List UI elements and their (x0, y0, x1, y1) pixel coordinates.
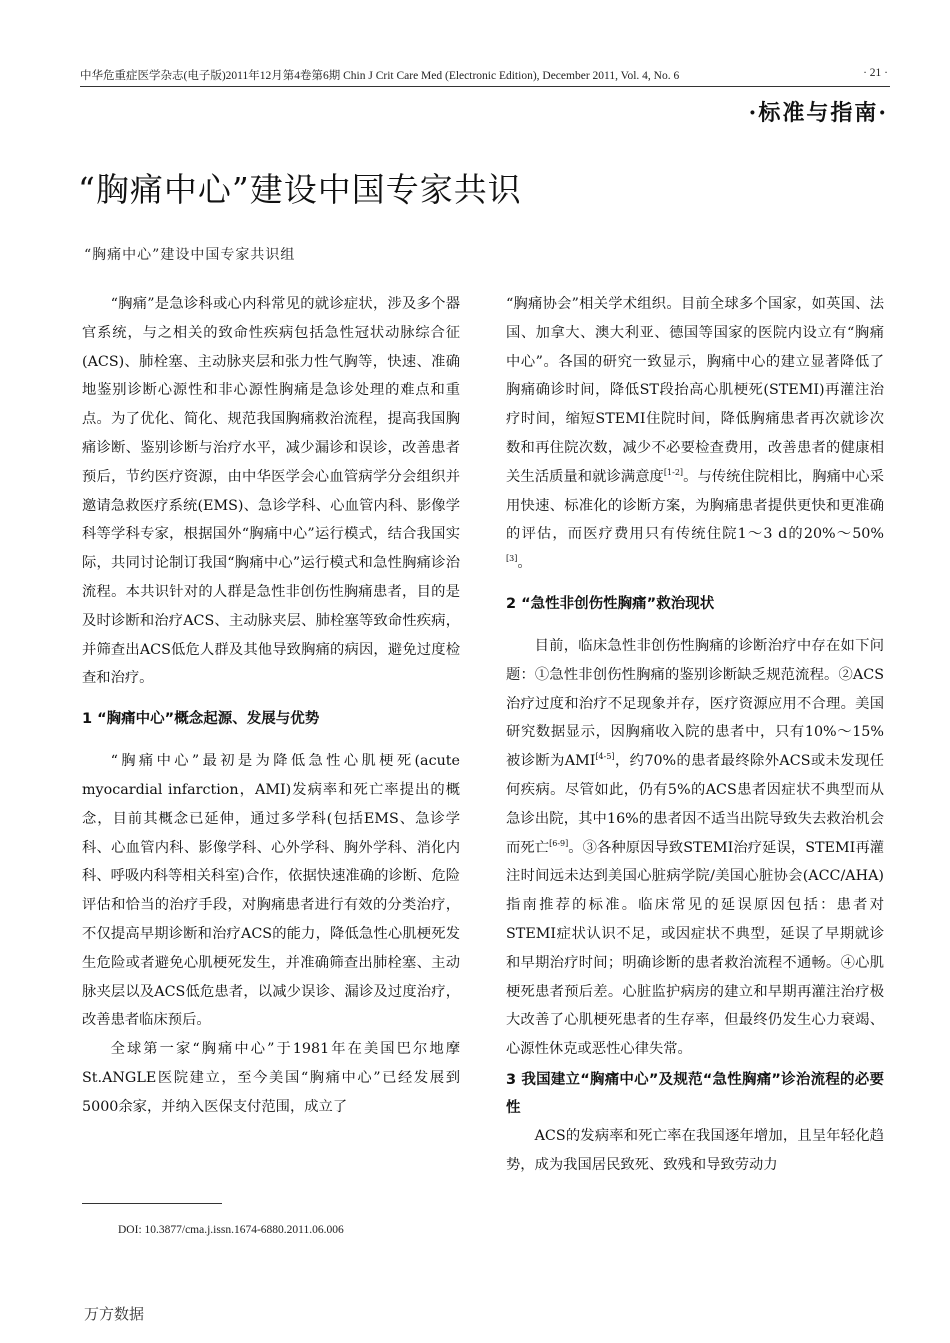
watermark: 万方数据 (84, 1305, 145, 1323)
footnote-divider (82, 1203, 222, 1204)
continued-text-end: 。 (517, 555, 532, 572)
citation-4-5: [4-5] (595, 752, 615, 762)
section-1-paragraph-1: “胸痛中心”最初是为降低急性心肌梗死(acute myocardial infarction，AMI)发病率和死亡率提出的概念，目前其概念已延伸，通过多学科(包括EMS、急诊学科、心血管内科、影像学科、心外学科、胸外学科、消化内科、呼吸内科等相关科室)合作，依据快速准确的诊断、危险评估和恰当的治疗手段，对胸痛患者进行有效的分类治疗，不仅提高早期诊断和治疗ACS的能力，降低急性心肌梗死发生危险或者避免心肌梗死发生，并准确筛查出肺栓塞、主动脉夹层以及ACS低危患者，以减少误诊、漏诊及过度治疗，改善患者临床预后。 (82, 753, 460, 1029)
article-title: “胸痛中心”建设中国专家共识 (78, 170, 522, 209)
section-3-paragraph: ACS的发病率和死亡率在我国逐年增加，且呈年轻化趋势，成为我国居民致死、致残和导致劳动力 (506, 1127, 884, 1173)
doi-footnote: DOI: 10.3877/cma.j.issn.1674-6880.2011.06.006 (118, 1224, 344, 1236)
left-column (82, 290, 460, 1122)
section-2-text-b: ，约70%的患者最终除外ACS或未发现任何疾病。尽管如此，仍有5%的ACS患者因症状不典型而从急诊出院，其中16%的患者因不适当出院导致失去救治机会而死亡 (506, 753, 884, 856)
section-2-text-c: 。③各种原因导致STEMI治疗延误，STEMI再灌注时间远未达到美国心脏病学院/美国心脏协会(ACC/AHA)指南推荐的标准。临床常见的延误原因包括：患者对STEMI症状认识不足，或因症状不典型，延误了早期就诊和早期治疗时间；明确诊断的患者救治流程不通畅。④心肌梗死患者预后差。心脏监护病房的建立和早期再灌注治疗极大改善了心肌梗死患者的生存率，但最终仍发生心力衰竭、心源性休克或恶性心律失常。 (506, 839, 885, 1058)
citation-1-2: [1-2] (663, 468, 684, 478)
page-number: · 21 · (863, 67, 888, 79)
continued-text-a: “胸痛协会”相关学术组织。目前全球多个国家，如英国、法国、加拿大、澳大利亚、德国等国家的医院内设立有“胸痛中心”。各国的研究一致显示，胸痛中心的建立显著降低了胸痛确诊时间，降低ST段抬高心肌梗死(STEMI)再灌注治疗时间，缩短STEMI住院时间，降低胸痛患者再次就诊次数和再住院次数，减少不必要检查费用，改善患者的健康相关生活质量和就诊满意度 (506, 296, 884, 485)
section-2-heading: 2 “急性非创伤性胸痛”救治现状 (506, 595, 715, 612)
section-2-text-a: 目前，临床急性非创伤性胸痛的诊断治疗中存在如下问题：①急性非创伤性胸痛的鉴别诊断缺乏规范流程。②ACS治疗过度和治疗不足现象并存，医疗资源应用不合理。美国研究数据显示，因胸痛收入院的患者中，只有10%～15%被诊断为AMI (506, 637, 884, 770)
section-1-heading: 1 “胸痛中心”概念起源、发展与优势 (82, 711, 320, 728)
continued-text-b: 。与传统住院相比，胸痛中心采用快速、标准化的诊断方案，为胸痛患者提供更快和更准确的评估，而医疗费用只有传统住院1～3 d的20%～50% (506, 468, 884, 543)
section-3-heading: 3 我国建立“胸痛中心”及规范“急性胸痛”诊治流程的必要性 (506, 1071, 884, 1116)
citation-3: [3] (506, 554, 518, 564)
section-1-paragraph-2: 全球第一家“胸痛中心”于1981年在美国巴尔地摩St.ANGLE医院建立，至今美国“胸痛中心”已经发展到5000余家，并纳入医保支付范围，成立了 (82, 1041, 460, 1115)
citation-6-9: [6-9] (549, 838, 569, 848)
right-column (506, 290, 884, 1180)
author-group: “胸痛中心”建设中国专家共识组 (84, 247, 296, 263)
continued-paragraph (506, 290, 884, 578)
section-2-paragraph (506, 632, 884, 1064)
journal-citation: 中华危重症医学杂志(电子版)2011年12月第4卷第6期 Chin J Crit Care Med (Electronic Edition), December 2011, Vol. 4, No. 6 (80, 70, 680, 82)
running-header (80, 66, 890, 87)
intro-paragraph: “胸痛”是急诊科或心内科常见的就诊症状，涉及多个器官系统，与之相关的致命性疾病包括急性冠状动脉综合征(ACS)、肺栓塞、主动脉夹层和张力性气胸等，快速、准确地鉴别诊断心源性和非心源性胸痛是急诊处理的难点和重点。为了优化、简化、规范我国胸痛救治流程，提高我国胸痛诊断、鉴别诊断与治疗水平，减少漏诊和误诊，改善患者预后，节约医疗资源，由中华医学会心血管病学分会组织并邀请急救医疗系统(EMS)、急诊学科、心血管内科、影像学科等学科专家，根据国外“胸痛中心”运行模式，结合我国实际，共同讨论制订我国“胸痛中心”运行模式和急性胸痛诊治流程。本共识针对的人群是急性非创伤性胸痛患者，目的是及时诊断和治疗ACS、主动脉夹层、肺栓塞等致命性疾病，并筛查出ACS低危人群及其他导致胸痛的病因，避免过度检查和治疗。 (82, 296, 460, 687)
section-tag: ·标准与指南· (748, 100, 888, 126)
